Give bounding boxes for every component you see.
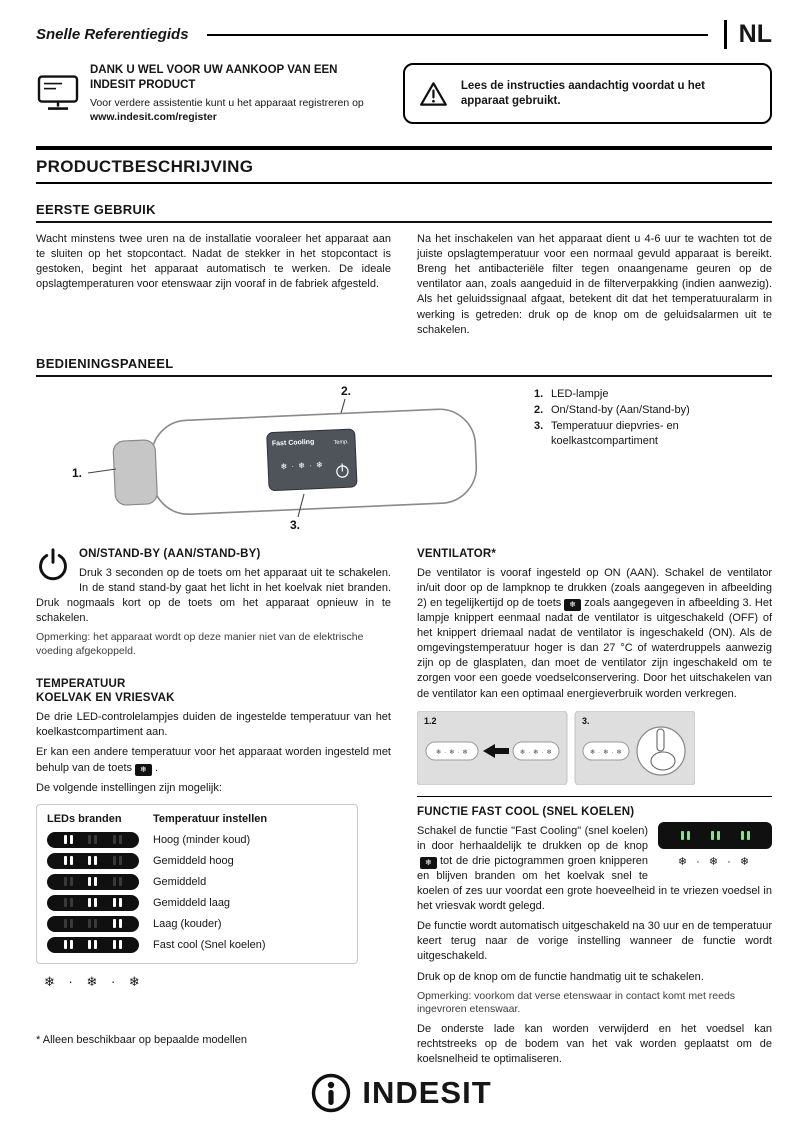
fast-cool-p2: De functie wordt automatisch uitgeschakeld na 30 uur en de temperatuur keert terug naar de vorige instelling wanneer de functie wordt uitgeschakeld. <box>417 920 772 963</box>
callout-2: 2. <box>341 383 352 398</box>
svg-text:❄ · ❄ · ❄: ❄ · ❄ · ❄ <box>589 748 623 756</box>
fast-cool-note: Opmerking: voorkom dat verse etenswaar in contact komt met reeds ingevroren etenswaar. <box>417 989 736 1016</box>
temperature-p1: De drie LED-controlelampjes duiden de ingestelde temperatuur van het koelkastcompartiment aan. <box>36 711 391 739</box>
svg-text:❄ · ❄ · ❄: ❄ · ❄ · ❄ <box>435 748 469 756</box>
led-table-row: Laag (kouder) <box>47 916 347 932</box>
register-monitor-icon <box>36 63 80 124</box>
svg-text:❄ · ❄ · ❄: ❄ · ❄ · ❄ <box>519 748 553 756</box>
temperature-p3: De volgende instellingen zijn mogelijk: <box>36 781 222 794</box>
header-divider <box>207 34 708 36</box>
led-indicator <box>47 937 139 953</box>
control-panel-diagram <box>36 381 522 533</box>
ventilator-body: De ventilator is vooraf ingesteld op ON (AAN). Schakel de ventilator in/uit door op de lampknop te drukken (zoals aangegeven in afbeelding 2) en tegelijkertijd op de toets ❄ zoals aangegeven in afbeelding 3. Het lampje knippert eenmaal nadat de ventilator is uitgeschakeld (OFF) of het knippert driemaal nadat de ventilator is ingeschakeld (ON). Als de omgevingstemperatuur hoger is dan 27 °C of waterdruppels aanwezig zijn op de glasplaten, dan moet de ventilator zijn ingeschakeld om te zorgen voor een goede voedselconservering. Door het uitschakelen van de ventilator kan een optimaal energieverbruik worden verkregen. <box>417 567 772 700</box>
left-column <box>36 547 391 1067</box>
control-panel-legend <box>534 381 772 533</box>
figure-label-3: 3. <box>582 715 590 726</box>
led-lamp-part <box>113 439 158 505</box>
language-badge: NL <box>724 20 772 49</box>
indesit-wordmark: INDESIT <box>362 1075 492 1110</box>
callout-3: 3. <box>290 517 301 532</box>
led-table-row: Fast cool (Snel koelen) <box>47 937 347 953</box>
fast-cool-p4: De onderste lade kan worden verwijderd en het voedsel kan rechtstreeks op de bodem van het vak worden geplaatst om de koelsnelheid te optimaliseren. <box>417 1022 772 1065</box>
led-settings-table <box>36 804 358 964</box>
led-indicator <box>47 874 139 890</box>
power-icon <box>36 547 70 583</box>
indesit-logo-icon <box>310 1072 352 1114</box>
led-table-header: LEDs branden Temperatuur instellen <box>47 812 268 825</box>
temp-button-icon: ❄ <box>420 857 437 869</box>
warning-box <box>403 63 772 124</box>
right-column <box>417 547 772 1067</box>
thank-you-block <box>36 63 385 124</box>
ventilator-figure <box>417 711 695 785</box>
fast-cool-led-panel <box>658 822 772 849</box>
temp-button-icon: ❄ <box>135 764 152 776</box>
thank-you-heading: DANK U WEL VOOR UW AANKOOP VAN EEN INDESIT PRODUCT <box>90 64 338 91</box>
page-header <box>36 20 772 49</box>
ventilator-block <box>417 547 772 785</box>
led-indicator <box>47 916 139 932</box>
fast-cool-figure <box>658 822 772 868</box>
first-use-col-left: Wacht minstens twee uren na de installatie vooraleer het apparaat aan te sluiten op het stopcontact. Nadat de stekker in het stopcontact is gestoken, begint het apparaat automatisch te werken. De ideale opslagtemperaturen voor etenswaar zijn vooraf in de fabriek afgesteld. <box>36 233 391 291</box>
control-panel-drawing <box>36 381 522 533</box>
temperature-title: TEMPERATUUR KOELVAK EN VRIESVAK <box>36 677 175 704</box>
temp-button-icon: ❄ <box>564 599 581 611</box>
fast-cool-title: FUNCTIE FAST COOL (SNEL KOELEN) <box>417 805 635 818</box>
panel-fast-cooling-label: Fast Cooling <box>271 438 315 448</box>
panel-snowflake-icons: ❄ · ❄ · ❄ <box>280 459 324 471</box>
models-footnote: * Alleen beschikbaar op bepaalde modellen <box>36 1034 247 1046</box>
guide-title: Snelle Referentiegids <box>36 26 189 43</box>
led-indicator <box>47 895 139 911</box>
temperature-p2: Er kan een andere temperatuur voor het apparaat worden ingesteld met behulp van de toets ❄ . <box>36 746 391 774</box>
callout-1: 1. <box>72 465 83 480</box>
led-indicator <box>47 832 139 848</box>
fast-cool-p3: Druk op de knop om de functie handmatig uit te schakelen. <box>417 970 704 983</box>
fast-cool-snowflake-icons: ❄ · ❄ · ❄ <box>677 855 753 868</box>
first-use-col-right: Na het inschakelen van het apparaat dient u 4-6 uur te wachten tot de juiste opslagtemperatuur voor een normaal gevuld apparaat is bereikt. Breng het antibacteriële filter tegen onaangename geuren op de ventilator aan, zoals aangeduid in de filterverpakking (indien aanwezig). Als het geluidssignaal afgaat, betekent dit dat het temperatuuralarm in werking is getreden: druk op de knop om de geluidsalarmen uit te schakelen. <box>417 233 772 336</box>
register-text: Voor verdere assistentie kunt u het apparaat registreren op <box>90 96 364 109</box>
first-use-columns <box>36 232 772 337</box>
snowflake-scale-icons: ❄ · ❄ · ❄ <box>44 973 145 989</box>
led-indicator <box>47 853 139 869</box>
indesit-logo <box>0 1072 802 1114</box>
panel-temp-label: Temp. <box>333 438 349 446</box>
temperature-block <box>36 677 391 990</box>
fast-cool-block <box>417 796 772 1067</box>
register-link[interactable]: www.indesit.com/register <box>90 111 217 124</box>
standby-note: Opmerking: het apparaat wordt op deze manier niet van de elektrische voeding afgekoppeld. <box>36 631 364 657</box>
section-title-eerste-gebruik: EERSTE GEBRUIK <box>36 202 772 223</box>
legend-item-1: 1. LED-lampje <box>534 387 609 400</box>
control-panel-row <box>36 381 772 533</box>
warning-triangle-icon <box>419 79 448 109</box>
standby-block <box>36 547 391 659</box>
intro-row <box>36 63 772 124</box>
warning-text: Lees de instructies aandachtig voordat u het apparaat gebruikt. <box>460 79 705 107</box>
main-columns <box>36 547 772 1067</box>
legend-item-2: 2. On/Stand-by (Aan/Stand-by) <box>534 403 690 416</box>
standby-title: ON/STAND-BY (AAN/STAND-BY) <box>79 547 261 560</box>
section-title-bedieningspaneel: BEDIENINGSPANEEL <box>36 356 772 377</box>
register-line <box>90 96 385 124</box>
ventilator-title: VENTILATOR* <box>417 547 497 560</box>
led-table-row: Gemiddeld hoog <box>47 853 347 869</box>
led-table-row: Gemiddeld <box>47 874 347 890</box>
led-table-row: Hoog (minder koud) <box>47 832 347 848</box>
led-table-row: Gemiddeld laag <box>47 895 347 911</box>
hand-icon <box>651 752 675 770</box>
legend-item-3: 3. Temperatuur diepvries- en koelkastcompartiment <box>534 420 679 447</box>
section-title-productbeschrijving: PRODUCTBESCHRIJVING <box>36 146 772 184</box>
fast-cool-p1: Schakel de functie "Fast Cooling" (snel koelen) in door herhaaldelijk te drukken op de knop❄ tot de drie pictogrammen groen knipperen en blijven branden om het koelvak snel te koelen of zes uur voordat een grote hoeveelheid in te vriezen voedsel in het vriesvak wordt gelegd. <box>417 824 772 913</box>
finger-icon <box>657 729 664 751</box>
figure-label-12: 1.2 <box>424 715 437 726</box>
standby-body: Druk 3 seconden op de toets om het apparaat uit te schakelen. In de stand stand-by gaat het licht in het koelvak niet branden. Druk nogmaals kort op de toets om het apparaat opnieuw in te schakelen. <box>36 567 391 625</box>
thank-you-text <box>90 63 385 124</box>
